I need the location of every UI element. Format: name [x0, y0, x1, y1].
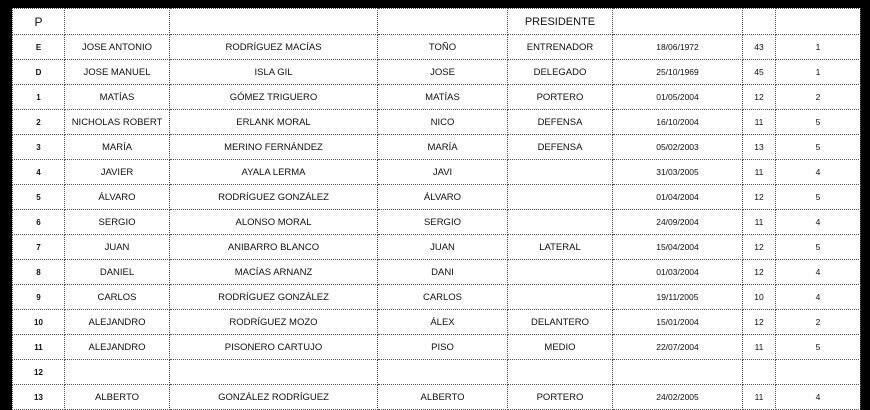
birth-date-cell[interactable]: 05/02/2003: [613, 135, 743, 160]
category-cell[interactable]: 2: [776, 310, 861, 335]
nickname-cell[interactable]: [378, 360, 508, 385]
table-row: [13, 385, 861, 410]
position-cell[interactable]: PORTERO: [508, 85, 613, 110]
position-cell[interactable]: LATERAL: [508, 235, 613, 260]
age-cell[interactable]: 12: [743, 185, 776, 210]
number-cell[interactable]: 2: [13, 110, 65, 135]
birth-date-cell[interactable]: 25/10/1969: [613, 60, 743, 85]
nickname-cell[interactable]: JOSE: [378, 60, 508, 85]
table-row: [13, 360, 861, 385]
age-cell[interactable]: 11: [743, 385, 776, 410]
number-cell[interactable]: 9: [13, 285, 65, 310]
first-name-cell[interactable]: JUAN: [65, 235, 170, 260]
category-cell[interactable]: 4: [776, 385, 861, 410]
table-row: [13, 235, 861, 260]
first-name-cell[interactable]: CARLOS: [65, 285, 170, 310]
category-cell[interactable]: 4: [776, 210, 861, 235]
number-cell[interactable]: 3: [13, 135, 65, 160]
age-cell[interactable]: 12: [743, 85, 776, 110]
table-row: [13, 310, 861, 335]
birth-date-cell[interactable]: 01/04/2004: [613, 185, 743, 210]
birth-date-cell[interactable]: 16/10/2004: [613, 110, 743, 135]
number-cell[interactable]: 11: [13, 335, 65, 360]
position-cell[interactable]: [508, 360, 613, 385]
header-letter-cell[interactable]: P: [13, 9, 65, 35]
table-row: [13, 260, 861, 285]
empty-cell[interactable]: [776, 9, 861, 35]
category-cell[interactable]: 4: [776, 160, 861, 185]
position-cell[interactable]: ENTRENADOR: [508, 35, 613, 60]
table-row: [13, 135, 861, 160]
number-cell[interactable]: 6: [13, 210, 65, 235]
position-cell[interactable]: MEDIO: [508, 335, 613, 360]
category-cell[interactable]: 1: [776, 35, 861, 60]
table-row: [13, 285, 861, 310]
nickname-cell[interactable]: MATÍAS: [378, 85, 508, 110]
nickname-cell[interactable]: ÁLVARO: [378, 185, 508, 210]
empty-cell[interactable]: [378, 9, 508, 35]
table-row: [13, 185, 861, 210]
age-cell[interactable]: 12: [743, 310, 776, 335]
position-cell[interactable]: [508, 260, 613, 285]
last-name-cell[interactable]: ISLA GIL: [170, 60, 378, 85]
position-cell[interactable]: DELANTERO: [508, 310, 613, 335]
age-cell[interactable]: 11: [743, 160, 776, 185]
birth-date-cell[interactable]: 24/02/2005: [613, 385, 743, 410]
first-name-cell[interactable]: SERGIO: [65, 210, 170, 235]
empty-cell[interactable]: [613, 9, 743, 35]
birth-date-cell[interactable]: 24/09/2004: [613, 210, 743, 235]
last-name-cell[interactable]: GONZÁLEZ RODRÍGUEZ: [170, 385, 378, 410]
category-cell[interactable]: 1: [776, 60, 861, 85]
nickname-cell[interactable]: SERGIO: [378, 210, 508, 235]
first-name-cell[interactable]: JOSE MANUEL: [65, 60, 170, 85]
birth-date-cell[interactable]: 15/01/2004: [613, 310, 743, 335]
age-cell[interactable]: 11: [743, 210, 776, 235]
nickname-cell[interactable]: JAVI: [378, 160, 508, 185]
number-cell[interactable]: 7: [13, 235, 65, 260]
nickname-cell[interactable]: ÁLEX: [378, 310, 508, 335]
age-cell[interactable]: 12: [743, 260, 776, 285]
age-cell[interactable]: 13: [743, 135, 776, 160]
last-name-cell[interactable]: PISONERO CARTUJO: [170, 335, 378, 360]
first-name-cell[interactable]: ALEJANDRO: [65, 310, 170, 335]
empty-cell[interactable]: [170, 9, 378, 35]
position-cell[interactable]: DEFENSA: [508, 110, 613, 135]
position-cell[interactable]: DELEGADO: [508, 60, 613, 85]
last-name-cell[interactable]: GÓMEZ TRIGUERO: [170, 85, 378, 110]
first-name-cell[interactable]: MARÍA: [65, 135, 170, 160]
nickname-cell[interactable]: PISO: [378, 335, 508, 360]
category-cell[interactable]: 5: [776, 235, 861, 260]
birth-date-cell[interactable]: [613, 360, 743, 385]
table-row: [13, 85, 861, 110]
first-name-cell[interactable]: JAVIER: [65, 160, 170, 185]
number-cell[interactable]: 5: [13, 185, 65, 210]
category-cell[interactable]: 5: [776, 110, 861, 135]
first-name-cell[interactable]: ÁLVARO: [65, 185, 170, 210]
age-cell[interactable]: 10: [743, 285, 776, 310]
age-cell[interactable]: 45: [743, 60, 776, 85]
first-name-cell[interactable]: ALEJANDRO: [65, 335, 170, 360]
birth-date-cell[interactable]: 19/11/2005: [613, 285, 743, 310]
first-name-cell[interactable]: ALBERTO: [65, 385, 170, 410]
age-cell[interactable]: 43: [743, 35, 776, 60]
nickname-cell[interactable]: TOÑO: [378, 35, 508, 60]
category-cell[interactable]: 2: [776, 85, 861, 110]
birth-date-cell[interactable]: 01/03/2004: [613, 260, 743, 285]
nickname-cell[interactable]: ALBERTO: [378, 385, 508, 410]
last-name-cell[interactable]: ALONSO MORAL: [170, 210, 378, 235]
nickname-cell[interactable]: CARLOS: [378, 285, 508, 310]
position-cell[interactable]: DEFENSA: [508, 135, 613, 160]
number-cell[interactable]: 13: [13, 385, 65, 410]
age-cell[interactable]: 11: [743, 335, 776, 360]
number-cell[interactable]: E: [13, 35, 65, 60]
roster-body: [13, 9, 861, 410]
birth-date-cell[interactable]: 31/03/2005: [613, 160, 743, 185]
number-cell[interactable]: 12: [13, 360, 65, 385]
category-cell[interactable]: 5: [776, 335, 861, 360]
header-role-cell[interactable]: PRESIDENTE: [508, 9, 613, 35]
team-roster-table: [12, 8, 861, 410]
first-name-cell[interactable]: MATÍAS: [65, 85, 170, 110]
table-row: [13, 60, 861, 85]
empty-cell[interactable]: [65, 9, 170, 35]
number-cell[interactable]: 4: [13, 160, 65, 185]
position-cell[interactable]: [508, 285, 613, 310]
last-name-cell[interactable]: MACÍAS ARNANZ: [170, 260, 378, 285]
table-row: [13, 210, 861, 235]
number-cell[interactable]: 10: [13, 310, 65, 335]
age-cell[interactable]: [743, 360, 776, 385]
first-name-cell[interactable]: DANIEL: [65, 260, 170, 285]
number-cell[interactable]: 8: [13, 260, 65, 285]
age-cell[interactable]: 11: [743, 110, 776, 135]
category-cell[interactable]: 4: [776, 285, 861, 310]
age-cell[interactable]: 12: [743, 235, 776, 260]
last-name-cell[interactable]: RODRÍGUEZ MACÍAS: [170, 35, 378, 60]
last-name-cell[interactable]: RODRÍGUEZ GONZÁLEZ: [170, 185, 378, 210]
number-cell[interactable]: 1: [13, 85, 65, 110]
spreadsheet-sheet: [12, 8, 860, 410]
last-name-cell[interactable]: MERINO FERNÁNDEZ: [170, 135, 378, 160]
birth-date-cell[interactable]: 22/07/2004: [613, 335, 743, 360]
birth-date-cell[interactable]: 01/05/2004: [613, 85, 743, 110]
position-cell[interactable]: [508, 160, 613, 185]
table-row: [13, 335, 861, 360]
table-row: [13, 35, 861, 60]
last-name-cell[interactable]: [170, 360, 378, 385]
category-cell[interactable]: 4: [776, 260, 861, 285]
birth-date-cell[interactable]: 15/04/2004: [613, 235, 743, 260]
category-cell[interactable]: [776, 360, 861, 385]
nickname-cell[interactable]: JUAN: [378, 235, 508, 260]
category-cell[interactable]: 5: [776, 135, 861, 160]
first-name-cell[interactable]: [65, 360, 170, 385]
table-row: [13, 110, 861, 135]
nickname-cell[interactable]: NICO: [378, 110, 508, 135]
first-name-cell[interactable]: NICHOLAS ROBERT: [65, 110, 170, 135]
category-cell[interactable]: 5: [776, 185, 861, 210]
birth-date-cell[interactable]: 18/06/1972: [613, 35, 743, 60]
last-name-cell[interactable]: AYALA LERMA: [170, 160, 378, 185]
nickname-cell[interactable]: DANI: [378, 260, 508, 285]
first-name-cell[interactable]: JOSE ANTONIO: [65, 35, 170, 60]
number-cell[interactable]: D: [13, 60, 65, 85]
position-cell[interactable]: [508, 210, 613, 235]
last-name-cell[interactable]: ERLANK MORAL: [170, 110, 378, 135]
nickname-cell[interactable]: MARÍA: [378, 135, 508, 160]
position-cell[interactable]: [508, 185, 613, 210]
last-name-cell[interactable]: RODRÍGUEZ GONZÁLEZ: [170, 285, 378, 310]
header-row: [13, 9, 861, 35]
table-row: [13, 160, 861, 185]
last-name-cell[interactable]: ANIBARRO BLANCO: [170, 235, 378, 260]
position-cell[interactable]: PORTERO: [508, 385, 613, 410]
empty-cell[interactable]: [743, 9, 776, 35]
last-name-cell[interactable]: RODRÍGUEZ MOZO: [170, 310, 378, 335]
